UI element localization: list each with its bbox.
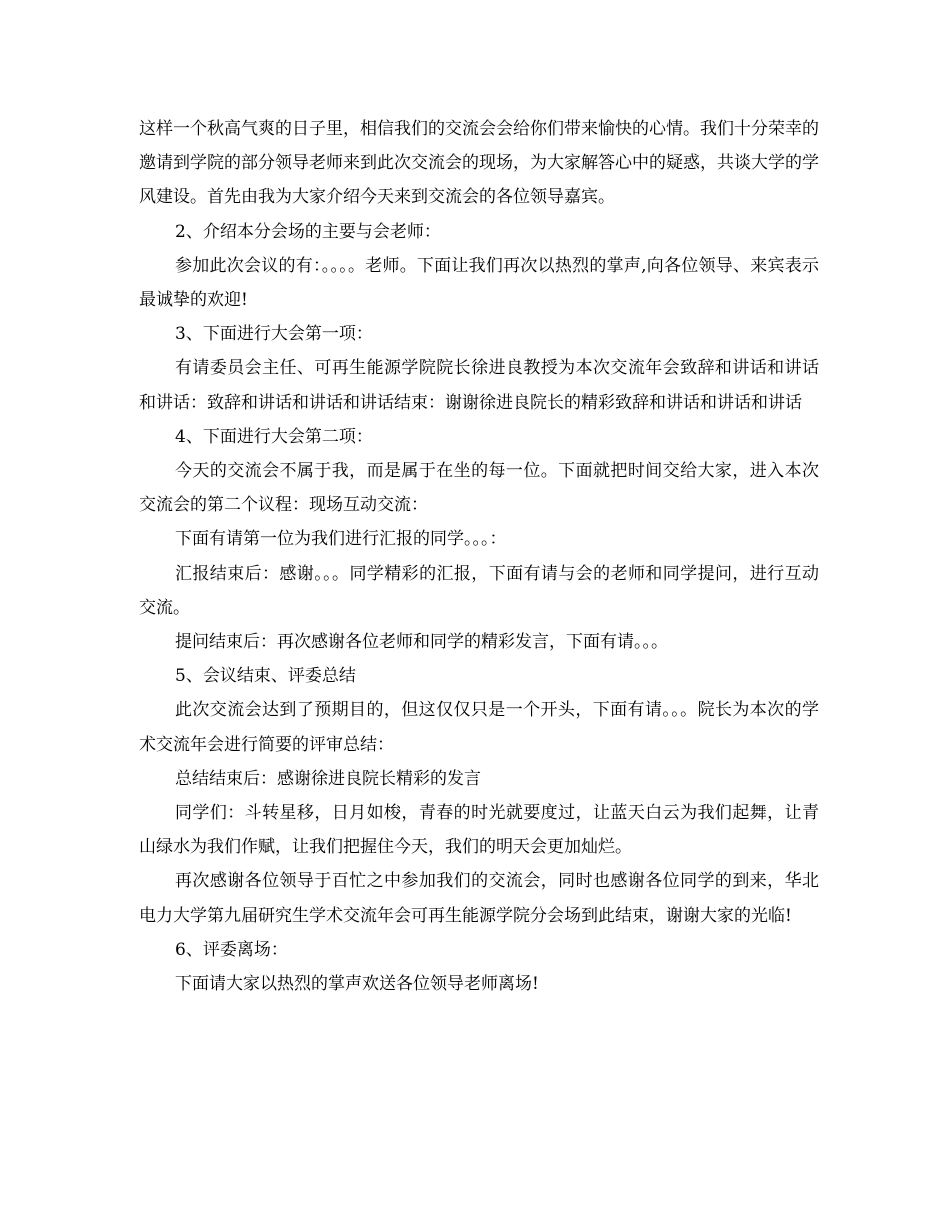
paragraph-attendees: 参加此次会议的有：。。。。老师。下面让我们再次以热烈的掌声,向各位领导、来宾表示最诚挚的欢迎! (139, 255, 819, 311)
paragraph-opening: 这样一个秋高气爽的日子里，相信我们的交流会会给你们带来愉快的心情。我们十分荣幸的邀请到学院的部分领导老师来到此次交流会的现场，为大家解答心中的疑惑，共谈大学的学风建设。首先由我为大家介绍今天来到交流会的各位领导嘉宾。 (139, 119, 819, 208)
paragraph-first-report: 下面有请第一位为我们进行汇报的同学。。。： (175, 529, 507, 550)
paragraph-after-summary: 总结结束后：感谢徐进良院长精彩的发言 (175, 768, 481, 789)
document-page (139, 112, 819, 1001)
paragraph-opening-speech: 有请委员会主任、可再生能源学院院长徐进良教授为本次交流年会致辞和讲话和讲话和讲话：致辞和讲话和讲话和讲话结束：谢谢徐进良院长的精彩致辞和讲话和讲话和讲话 (139, 358, 819, 413)
section-heading-6: 6、评委离场： (175, 939, 288, 960)
section-heading-4: 4、下面进行大会第二项： (175, 426, 373, 447)
paragraph-summary-request: 此次交流会达到了预期目的，但这仅仅只是一个开头，下面有请。。。院长为本次的学术交流年会进行简要的评审总结： (139, 700, 819, 755)
section-heading-3: 3、下面进行大会第一项： (175, 324, 373, 345)
paragraph-closing-thanks: 再次感谢各位领导于百忙之中参加我们的交流会，同时也感谢各位同学的到来，华北电力大学第九届研究生学术交流年会可再生能源学院分会场到此结束，谢谢大家的光临! (139, 871, 819, 926)
paragraph-after-questions: 提问结束后：再次感谢各位老师和同学的精彩发言，下面有请。。。 (175, 632, 668, 653)
paragraph-farewell: 下面请大家以热烈的掌声欢送各位领导老师离场! (175, 974, 539, 995)
paragraph-after-report: 汇报结束后：感谢。。。同学精彩的汇报，下面有请与会的老师和同学提问，进行互动交流。 (139, 563, 819, 618)
section-heading-2: 2、介绍本分会场的主要与会老师： (175, 221, 441, 242)
section-heading-5: 5、会议结束、评委总结 (175, 666, 356, 687)
paragraph-interaction-intro: 今天的交流会不属于我，而是属于在坐的每一位。下面就把时间交给大家，进入本次交流会的第二个议程：现场互动交流： (139, 461, 819, 516)
paragraph-students: 同学们：斗转星移，日月如梭，青春的时光就要度过，让蓝天白云为我们起舞，让青山绿水为我们作赋，让我们把握住今天，我们的明天会更加灿烂。 (139, 803, 819, 858)
